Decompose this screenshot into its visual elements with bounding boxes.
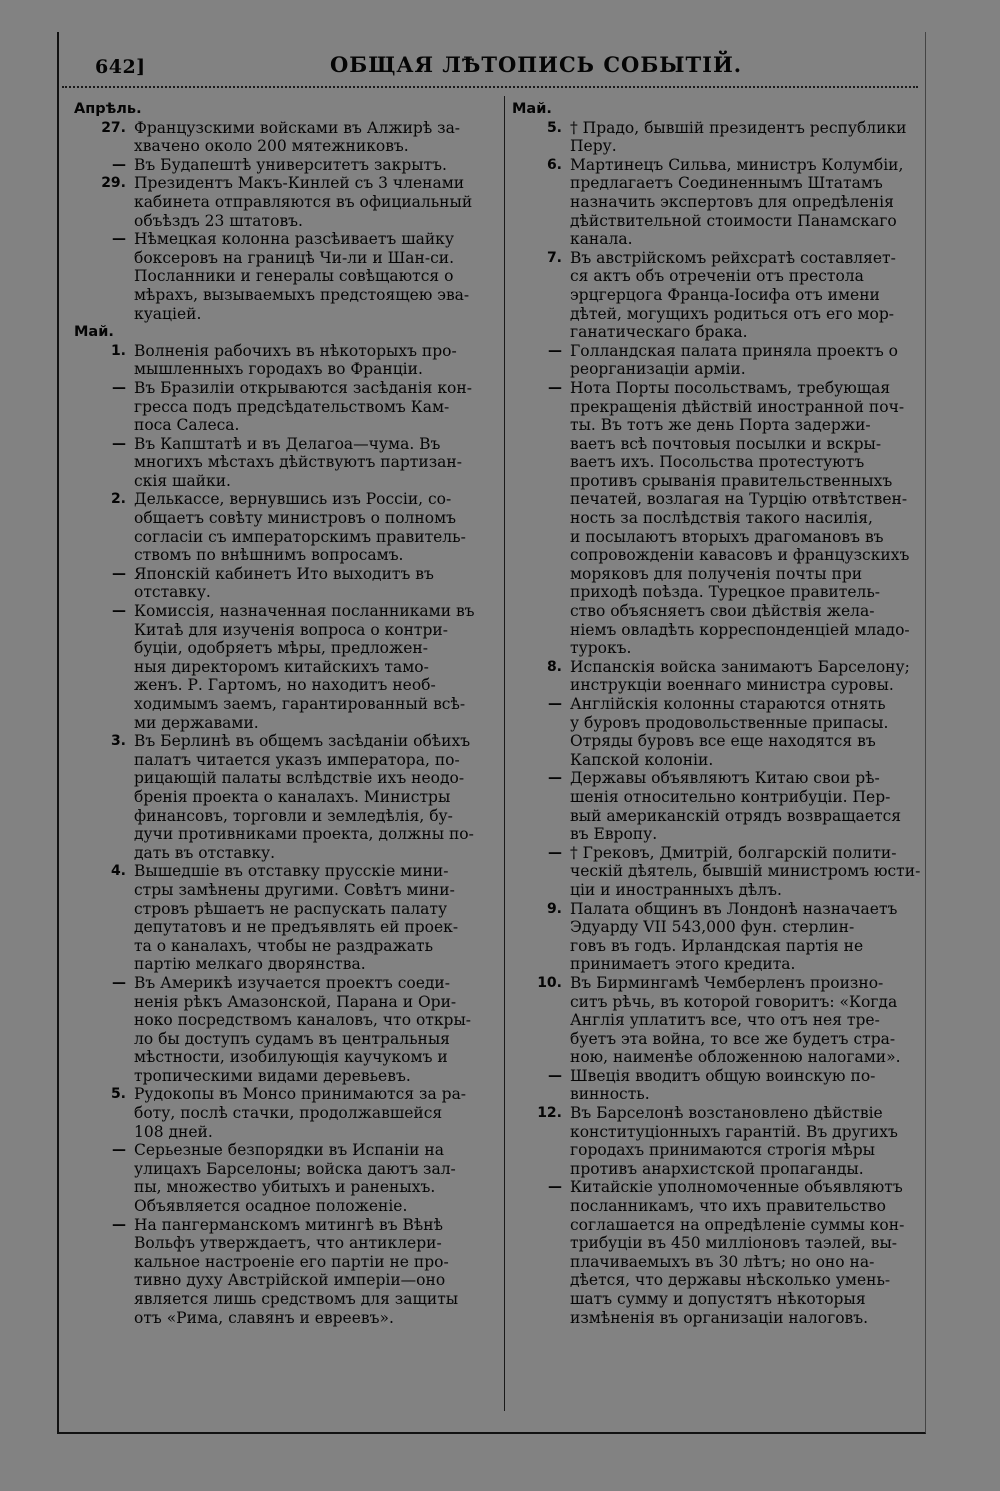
entry-line: Палата общинъ въ Лондонѣ назначаетъ — [570, 899, 898, 918]
entry-date: — — [112, 565, 126, 582]
month-heading: Май. — [74, 324, 114, 341]
entry-line: отъ «Рима, славянъ и евреевъ». — [134, 1308, 394, 1327]
entry-line: женъ. Р. Гартомъ, но находитъ необ- — [134, 676, 436, 695]
entry-date: — — [548, 696, 562, 712]
entry-line: Японскій кабинетъ Ито выходитъ въ — [134, 564, 434, 583]
entry-line: винность. — [570, 1085, 650, 1104]
chronicle-entry — [512, 695, 916, 769]
entry-text — [570, 769, 916, 843]
entry-line: ніемъ овладѣть корреспонденціей младо- — [570, 620, 910, 639]
entry-line: мѣстности, изобилующія каучукомъ и — [134, 1048, 448, 1067]
entry-line: трибуціи въ 450 милліоновъ таэлей, вы- — [570, 1234, 898, 1253]
entry-date: — — [112, 435, 126, 452]
entry-line: Голландская палата приняла проектъ о — [570, 341, 898, 360]
entry-line: измѣненія въ организаціи налоговъ. — [570, 1308, 869, 1327]
entry-line: † Прадо, бывшій президентъ республики — [570, 118, 907, 137]
entry-date: 4. — [110, 863, 126, 880]
entry-line: Волненія рабочихъ въ нѣкоторыхъ про- — [134, 341, 457, 360]
entry-text — [570, 342, 916, 379]
entry-text — [570, 156, 916, 249]
entry-line: ныя директоромъ китайскихъ тамо- — [134, 657, 429, 676]
entry-line: мышленныхъ городахъ во Франціи. — [134, 360, 423, 379]
entry-line: † Грековъ, Дмитрій, болгарскій полити- — [570, 843, 897, 862]
entry-date: 9. — [546, 900, 562, 917]
entry-line: куацiей. — [134, 304, 202, 323]
entry-line: ческій дѣятель, бывшій министромъ юсти- — [570, 862, 921, 881]
entry-line: приходѣ поѣзда. Турецкое правитель- — [570, 583, 881, 602]
chronicle-entry — [74, 379, 499, 435]
entry-text — [570, 1067, 916, 1104]
entry-line: согласіи съ императорскимъ правитель- — [134, 527, 466, 546]
chronicle-entry — [512, 1104, 916, 1178]
right-column — [512, 100, 921, 1327]
header-rule — [62, 86, 918, 88]
entry-date: — — [112, 603, 126, 620]
chronicle-entry — [74, 342, 499, 379]
entry-line: ганатическаго брака. — [570, 323, 748, 342]
entry-text — [570, 900, 916, 974]
chronicle-entry — [512, 1178, 916, 1327]
entry-line: Отряды буровъ все еще находятся въ — [570, 732, 876, 751]
chronicle-entry — [512, 156, 916, 249]
entry-date: — — [548, 1179, 562, 1196]
entry-line: финансовъ, торговли и земледѣлія, бу- — [134, 806, 453, 825]
entry-line: ваетъ ихъ. Посольства протестуютъ — [570, 453, 865, 472]
chronicle-entry — [74, 230, 499, 323]
column-divider — [504, 96, 505, 1411]
entry-text — [134, 974, 499, 1086]
entry-text — [134, 342, 499, 379]
entry-line: Объявляется осадное положеніе. — [134, 1197, 408, 1216]
entry-text — [570, 379, 916, 658]
entry-line: вый американскій отрядъ возвращается — [570, 806, 902, 825]
entry-line: Нѣмецкая колонна разсѣиваетъ шайку — [134, 230, 454, 249]
entry-line: Нота Порты посольствамъ, требующая — [570, 378, 891, 397]
entry-line: Делькассе, вернувшись изъ Россіи, со- — [134, 490, 452, 509]
entry-line: Въ Будапештѣ университетъ закрытъ. — [134, 155, 447, 174]
entry-text — [570, 844, 920, 900]
left-column — [74, 100, 499, 1327]
chronicle-entry — [74, 1085, 499, 1141]
chronicle-entry — [512, 379, 916, 658]
month-heading: Май. — [512, 101, 552, 117]
entry-line: Въ Капштатѣ и въ Делагоа—чума. Въ — [134, 434, 441, 453]
entry-line: Швеція вводитъ общую воинскую по- — [570, 1066, 876, 1085]
entry-line: ситъ рѣчь, въ которой говоритъ: «Когда — [570, 992, 898, 1011]
entry-line: предлагаетъ Соединеннымъ Штатамъ — [570, 174, 883, 193]
entry-line: плачиваемыхъ въ 30 лѣтъ; но оно на- — [570, 1252, 875, 1271]
entry-text — [134, 490, 499, 564]
entry-line: дучи противниками проекта, должны по- — [134, 825, 474, 844]
entry-text — [570, 1104, 916, 1178]
entry-date: 7. — [546, 249, 562, 266]
entry-line: Французскими войсками въ Алжирѣ за- — [134, 118, 461, 137]
entry-line: Въ Америкѣ изучается проектъ соеди- — [134, 973, 450, 992]
entry-text — [134, 379, 499, 435]
entry-line: Въ Барселонѣ возстановлено дѣйствіе — [570, 1104, 883, 1123]
entry-line: стровъ рѣшаетъ не распускать палату — [134, 899, 448, 918]
entry-text — [570, 249, 916, 342]
entry-text — [134, 565, 499, 602]
entry-line: Капской колоніи. — [570, 750, 714, 769]
entry-date: — — [112, 974, 126, 991]
entry-text — [570, 119, 916, 156]
entry-line: ствомъ по внѣшнимъ вопросамъ. — [134, 546, 404, 565]
entry-line: Въ Бирмингамѣ Чемберленъ произно- — [570, 973, 884, 992]
entry-line: ми державами. — [134, 713, 259, 732]
entry-line: сопровожденіи кавасовъ и французскихъ — [570, 546, 910, 565]
chronicle-entry — [512, 249, 916, 342]
entry-text — [570, 1178, 916, 1327]
chronicle-entry — [74, 119, 499, 156]
entry-line: дѣется, что державы нѣсколько умень- — [570, 1271, 891, 1290]
entry-line: стры замѣнены другими. Совѣтъ мини- — [134, 880, 455, 899]
chronicle-entry — [512, 974, 916, 1067]
entry-text — [570, 658, 916, 695]
entry-line: Президентъ Макъ-Кинлей съ 3 членами — [134, 174, 465, 193]
entry-text — [134, 174, 499, 230]
entry-line: тивно духу Австрійской имперіи—оно — [134, 1271, 446, 1290]
entry-line: На пангерманскомъ митингѣ въ Вѣнѣ — [134, 1215, 443, 1234]
entry-date: 3. — [110, 733, 126, 750]
entry-date: — — [112, 1216, 126, 1233]
entry-line: печатей, возлагая на Турцію отвѣтствен- — [570, 490, 908, 509]
entry-line: та о каналахъ, чтобы не раздражать — [134, 936, 434, 955]
entry-line: ціи и иностранныхъ дѣлъ. — [570, 880, 782, 899]
entry-date: — — [112, 156, 126, 173]
entry-line: буетъ эта война, то все же будетъ стра- — [570, 1029, 896, 1048]
entry-line: общаетъ совѣту министровъ о полномъ — [134, 509, 456, 528]
entry-line: кальное настроеніе его партіи не про- — [134, 1252, 449, 1271]
entry-text — [134, 1216, 499, 1328]
chronicle-entry — [74, 602, 499, 732]
entry-line: соглашается на опредѣленіе суммы кон- — [570, 1215, 905, 1234]
entry-line: шенія относительно контрибуціи. Пер- — [570, 787, 891, 806]
entry-line: ваетъ всѣ почтовыя посылки и вскры- — [570, 434, 882, 453]
entry-line: партію мелкаго дворянства. — [134, 955, 366, 974]
entry-line: Посланники и генералы совѣщаются о — [134, 267, 454, 286]
chronicle-entry — [512, 900, 916, 974]
running-head: ОБЩАЯ ЛѢТОПИСЬ СОБЫТІЙ. — [330, 52, 743, 77]
entry-date: — — [548, 1067, 562, 1084]
entry-line: Китаѣ для изученія вопроса о контри- — [134, 620, 448, 639]
chronicle-entry — [74, 565, 499, 602]
entry-line: боту, послѣ стачки, продолжавшейся — [134, 1104, 443, 1123]
entry-line: мѣрахъ, вызываемыхъ предстоящею эва- — [134, 285, 470, 304]
chronicle-entry — [74, 732, 499, 862]
entry-line: прекращенія дѣйствій иностранной поч- — [570, 397, 905, 416]
entry-line: буціи, одобряетъ мѣры, предложен- — [134, 639, 429, 658]
entry-line: говъ въ годъ. Ирландская партія не — [570, 936, 864, 955]
entry-line: противъ анархистской пропаганды. — [570, 1159, 864, 1178]
entry-line: Вольфъ утверждаетъ, что антиклери- — [134, 1234, 442, 1253]
chronicle-entry — [74, 974, 499, 1086]
entry-text — [134, 230, 499, 323]
entry-line: посланникамъ, что ихъ правительство — [570, 1197, 886, 1216]
entry-date: 2. — [110, 491, 126, 508]
entry-line: дѣйствительной стоимости Панамскаго — [570, 211, 897, 230]
entry-line: Рудокопы въ Монсо принимаются за ра- — [134, 1085, 467, 1104]
entry-line: улицахъ Барселоны; войска даютъ зал- — [134, 1159, 456, 1178]
entry-line: бренія проекта о каналахъ. Министры — [134, 787, 451, 806]
entry-text — [134, 156, 499, 175]
month-heading: Апрѣль. — [74, 101, 142, 117]
entry-date: 29. — [101, 175, 126, 192]
entry-line: у буровъ продовольственные припасы. — [570, 713, 889, 732]
chronicle-entry — [512, 769, 916, 843]
entry-text — [134, 1141, 499, 1215]
entry-line: противъ срыванія правительственныхъ — [570, 471, 893, 490]
entry-date: — — [548, 844, 562, 861]
entry-line: тропическими видами деревьевъ. — [134, 1066, 411, 1085]
entry-date: 12. — [537, 1105, 562, 1122]
entry-text — [134, 732, 499, 862]
entry-text — [570, 695, 916, 769]
entry-line: реорганизаціи арміи. — [570, 360, 746, 379]
entry-line: Серьезные безпорядки въ Испаніи на — [134, 1141, 444, 1160]
entry-line: рицающій палаты вслѣдствіе ихъ неодо- — [134, 769, 465, 788]
entry-line: ненія рѣкъ Амазонской, Парана и Ори- — [134, 992, 457, 1011]
entry-line: дать въ отставку. — [134, 843, 276, 862]
entry-date: — — [112, 379, 126, 396]
entry-line: ся актъ объ отреченіи отъ престола — [570, 267, 864, 286]
entry-line: палатъ читается указъ императора, по- — [134, 750, 460, 769]
entry-date: 1. — [110, 342, 126, 359]
entry-line: Державы объявляютъ Китаю свои рѣ- — [570, 769, 880, 788]
chronicle-entry — [74, 1141, 499, 1215]
entry-line: гресса подъ предсѣдательствомъ Кам- — [134, 397, 450, 416]
entry-date: — — [112, 1142, 126, 1159]
chronicle-entry — [74, 862, 499, 974]
entry-date: 27. — [101, 119, 126, 136]
chronicle-entry — [74, 1216, 499, 1328]
entry-line: Въ Берлинѣ въ общемъ засѣданіи обѣихъ — [134, 732, 471, 751]
entry-text — [134, 1085, 499, 1141]
chronicle-entry — [512, 843, 921, 900]
entry-line: ло бы доступъ судамъ въ центральныя — [134, 1029, 450, 1048]
entry-line: ность за послѣдствія такого насилія, — [570, 509, 873, 528]
entry-line: Китайскіе уполномоченные объявляютъ — [570, 1178, 903, 1197]
entry-line: объѣздъ 23 штатовъ. — [134, 211, 303, 230]
entry-line: кабинета отправляются въ официальный — [134, 192, 473, 211]
entry-line: Въ австрійскомъ рейхсратѣ составляет- — [570, 248, 896, 267]
page-number: 642] — [95, 56, 146, 78]
entry-line: Англійскія колонны стараются отнять — [570, 695, 886, 713]
entry-line: отставку. — [134, 583, 211, 602]
entry-line: принимаетъ этого кредита. — [570, 955, 796, 974]
entry-line: Испанскія войска занимаютъ Барселону; — [570, 657, 910, 676]
entry-line: канала. — [570, 230, 633, 249]
entry-text — [134, 119, 499, 156]
entry-line: турокъ. — [570, 639, 632, 658]
entry-line: моряковъ для полученія почты при — [570, 564, 863, 583]
entry-line: многихъ мѣстахъ дѣйствуютъ партизан- — [134, 453, 462, 472]
entry-line: Вышедшіе въ отставку прусскіе мини- — [134, 862, 449, 881]
chronicle-entry — [74, 174, 499, 230]
entry-line: и посылаютъ вторыхъ драгомановъ въ — [570, 527, 884, 546]
entry-line: ство объясняетъ свои дѣйствія жела- — [570, 602, 875, 621]
entry-date: 5. — [110, 1086, 126, 1103]
entry-line: эрцгерцога Франца-Іосифа отъ имени — [570, 285, 880, 304]
entry-line: пы, множество убитыхъ и раненыхъ. — [134, 1178, 436, 1197]
entry-line: инструкціи военнаго министра суровы. — [570, 676, 894, 695]
chronicle-entry — [74, 490, 499, 564]
entry-line: ходимымъ заемъ, гарантированный всѣ- — [134, 695, 466, 713]
entry-text — [570, 974, 916, 1067]
entry-date: 6. — [546, 156, 562, 173]
entry-line: ты. Въ тотъ же день Порта задержи- — [570, 416, 871, 435]
entry-line: Комиссія, назначенная посланниками въ — [134, 602, 475, 621]
entry-line: городахъ принимаются строгія мѣры — [570, 1141, 875, 1160]
entry-line: Эдуарду VII 543,000 фун. стерлин- — [570, 918, 855, 937]
entry-line: дѣтей, могущихъ родиться отъ его мор- — [570, 304, 895, 323]
entry-text — [134, 862, 499, 974]
entry-date: 10. — [537, 974, 562, 991]
entry-line: ноко посредствомъ каналовъ, что откры- — [134, 1011, 472, 1030]
entry-line: депутатовъ и не предъявлять ей проек- — [134, 918, 459, 937]
entry-text — [134, 435, 499, 491]
entry-line: Перу. — [570, 137, 617, 156]
chronicle-entry — [512, 342, 916, 379]
entry-date: — — [548, 379, 562, 396]
entry-date: — — [548, 342, 562, 359]
entry-date: 8. — [546, 658, 562, 675]
entry-date: — — [112, 231, 126, 248]
entry-date: — — [548, 770, 562, 787]
entry-line: является лишь средствомъ для защиты — [134, 1290, 459, 1308]
chronicle-entry — [512, 1067, 916, 1104]
entry-line: поса Салеса. — [134, 416, 240, 435]
chronicle-entry — [512, 658, 916, 695]
entry-text — [134, 602, 499, 732]
entry-line: Англія уплатитъ все, что отъ нея тре- — [570, 1011, 880, 1030]
entry-line: Мартинецъ Сильва, министръ Колумбіи, — [570, 155, 904, 174]
entry-line: Въ Бразиліи открываются засѣданія кон- — [134, 378, 472, 397]
chronicle-entry — [74, 156, 499, 175]
entry-line: въ Европу. — [570, 825, 658, 844]
entry-line: скія шайки. — [134, 471, 231, 490]
entry-date: 5. — [546, 119, 562, 136]
chronicle-entry — [512, 119, 916, 156]
entry-line: 108 дней. — [134, 1122, 213, 1141]
entry-line: шатъ сумму и допустятъ нѣкоторыя — [570, 1290, 866, 1308]
entry-line: конституціонныхъ гарантій. Въ другихъ — [570, 1122, 898, 1141]
entry-line: ною, наименѣе обложенною налогами». — [570, 1048, 901, 1067]
chronicle-entry — [74, 435, 499, 491]
entry-line: хвачено около 200 мятежниковъ. — [134, 137, 409, 156]
entry-line: боксеровъ на границѣ Чи-ли и Шан-си. — [134, 248, 455, 267]
entry-line: назначить экспертовъ для опредѣленія — [570, 192, 894, 211]
